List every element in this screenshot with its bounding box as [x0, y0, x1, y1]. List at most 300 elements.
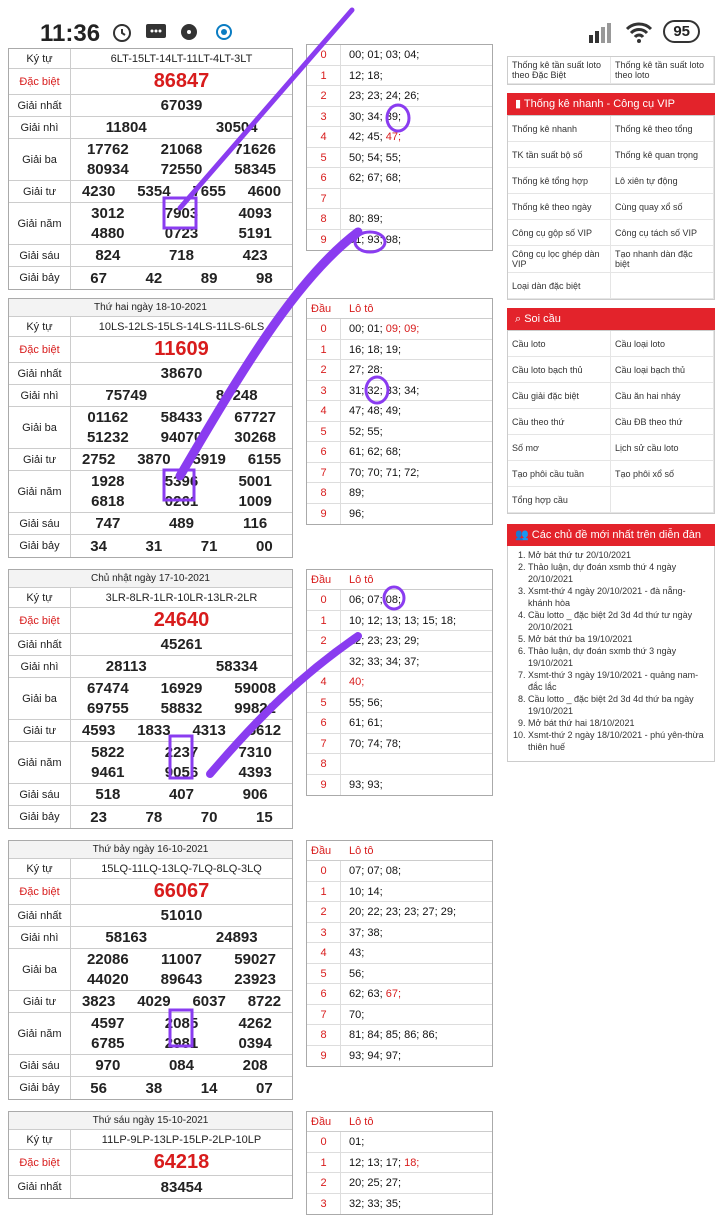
loto-row	[307, 861, 492, 882]
sidebar-link[interactable]: Tổng hợp cầu	[508, 487, 611, 513]
loto-values	[341, 340, 401, 360]
prize-values	[71, 203, 292, 244]
sidebar-link[interactable]: Cầu loto bạch thủ	[508, 357, 611, 383]
forum-topic-link[interactable]: 4. Cầu lotto _ đặc biệt 2d 3d 4d thứ tư ngày 20/10/2021	[528, 609, 710, 633]
prize-number: 718	[168, 247, 194, 264]
loto-table	[306, 44, 493, 251]
loto-values	[341, 861, 401, 881]
prize-number: 4880	[91, 225, 125, 243]
loto-number: 81;	[349, 1029, 365, 1041]
prize-number: 5822	[91, 743, 125, 761]
prize-label: Đặc biệt	[9, 337, 71, 362]
prize-number: 084	[168, 1057, 194, 1074]
loto-number: 10;	[349, 614, 365, 627]
prize-label: Giải sáu	[9, 1055, 71, 1076]
prize-number: 3LR-8LR-1LR-10LR-13LR-2LR	[105, 591, 258, 604]
prize-number: 4600	[247, 183, 282, 200]
prize-row	[9, 513, 292, 535]
prize-number: 89643	[160, 971, 203, 989]
loto-row	[307, 1153, 492, 1174]
prize-number: 208	[242, 1057, 268, 1074]
loto-values	[341, 422, 383, 442]
prize-label: Giải tư	[9, 181, 71, 202]
loto-number: 55;	[382, 151, 402, 164]
loto-row	[307, 1173, 492, 1194]
sidebar-link[interactable]: Số mơ	[508, 435, 611, 461]
loto-number: 85;	[382, 1029, 402, 1041]
loto-number: 78;	[382, 737, 402, 750]
prize-number: 17762	[86, 140, 129, 158]
loto-head-digit: 8	[307, 483, 341, 503]
prize-values	[71, 471, 292, 512]
sidebar-link[interactable]: Cầu giải đặc biệt	[508, 383, 611, 409]
loto-values	[341, 775, 383, 796]
dau-label: Đầu	[311, 845, 332, 857]
loto-number: 45;	[364, 131, 383, 143]
loto-values	[341, 1046, 401, 1067]
loto-row	[307, 463, 492, 484]
loto-head-digit: 3	[307, 381, 341, 401]
hotspot-icon	[212, 20, 236, 44]
loto-number: 70;	[349, 466, 365, 479]
sidebar-link	[611, 273, 714, 299]
loto-number: 18;	[437, 614, 457, 627]
prize-row	[9, 337, 292, 363]
loto-number: 01;	[349, 1136, 365, 1148]
sidebar-link[interactable]: Lô xiên tự động	[611, 168, 714, 194]
loto-values	[341, 463, 419, 483]
prize-values	[71, 656, 292, 677]
result-table	[8, 298, 293, 558]
loto-number: 23;	[382, 635, 402, 647]
prize-label: Đặc biệt	[9, 1150, 71, 1175]
loto-number: 00;	[349, 323, 365, 335]
prize-label: Giải nhất	[9, 634, 71, 655]
loto-row	[307, 754, 492, 775]
loto-head-digit: 0	[307, 590, 341, 610]
loto-row	[307, 1025, 492, 1046]
prize-number: 5191	[238, 225, 272, 243]
loto-number: 68;	[382, 446, 402, 458]
prize-row	[9, 742, 292, 784]
prize-label: Giải năm	[9, 203, 71, 244]
prize-number: 98	[256, 269, 273, 287]
prize-number: 0261	[164, 493, 199, 511]
loto-head-digit: 0	[307, 319, 341, 339]
loto-row	[307, 734, 492, 755]
prize-row	[9, 784, 292, 806]
prize-number: 01162	[87, 408, 129, 426]
loto-header	[307, 570, 492, 590]
prize-number: 423	[242, 247, 268, 264]
loto-head-digit: 9	[307, 504, 341, 525]
prize-row	[9, 267, 292, 289]
prize-number: 5612	[247, 722, 282, 739]
prize-values	[71, 181, 292, 202]
loto-number: 34;	[401, 384, 420, 397]
loto-number: 47;	[349, 405, 365, 417]
notification-icons	[110, 20, 236, 44]
prize-number: 22086	[86, 950, 129, 968]
loto-row	[307, 631, 492, 652]
sidebar-link[interactable]: Thống kê theo ngày	[508, 194, 611, 220]
loto-values	[341, 483, 364, 503]
soi-cau-links	[507, 330, 715, 514]
prize-number: 0723	[164, 225, 199, 243]
prize-number: 94070	[160, 429, 203, 447]
loto-number: 17;	[382, 1156, 402, 1169]
prize-row	[9, 1130, 292, 1150]
sidebar-link[interactable]: Cầu loại bạch thủ	[611, 357, 714, 383]
loto-number: 20;	[349, 906, 365, 918]
loto-number: 39;	[382, 110, 402, 123]
prize-values	[71, 267, 292, 289]
loto-head-digit: 6	[307, 168, 341, 188]
prize-number: 64218	[153, 1151, 210, 1173]
loto-head-digit: 4	[307, 943, 341, 963]
loto-values	[341, 672, 364, 692]
loto-number: 23;	[401, 906, 420, 918]
prize-number: 30268	[234, 429, 276, 447]
loto-number: 32;	[349, 1197, 365, 1210]
prize-number: 38	[145, 1079, 163, 1097]
prize-number: 58163	[105, 929, 148, 946]
loto-number: 29;	[437, 906, 457, 918]
loto-head-digit: 2	[307, 360, 341, 380]
forum-topic-link[interactable]: 9. Mở bát thứ hai 18/10/2021	[528, 717, 710, 729]
loto-row	[307, 943, 492, 964]
loto-number: 61;	[349, 446, 365, 458]
loto-table	[306, 569, 493, 796]
loto-values	[341, 381, 419, 401]
loto-number: 33;	[382, 384, 402, 397]
loto-number: 01;	[364, 49, 383, 61]
prize-number: 23	[90, 808, 107, 826]
prize-number: 7903	[164, 204, 199, 222]
prize-values	[71, 859, 292, 878]
prize-row	[9, 49, 292, 69]
prize-values	[71, 407, 292, 448]
loto-row	[307, 230, 492, 251]
result-table	[8, 1111, 293, 1199]
sidebar-link[interactable]: Công cụ tách số VIP	[611, 220, 714, 246]
prize-row	[9, 449, 292, 471]
loto-values	[341, 148, 401, 168]
loto-row	[307, 693, 492, 714]
prize-row	[9, 181, 292, 203]
prize-number: 78	[145, 808, 163, 826]
loto-number: 34;	[364, 110, 383, 123]
prize-values	[71, 608, 292, 633]
search-icon: ⌕	[515, 313, 525, 325]
loto-header	[307, 1112, 492, 1132]
prize-number: 5396	[164, 472, 199, 490]
prize-label: Giải bảy	[9, 535, 71, 557]
chart-icon: ▮	[515, 98, 524, 110]
forum-topic-link[interactable]: 3. Xsmt-thứ 4 ngày 20/10/2021 - đà nẵng-khánh hòa	[528, 585, 710, 609]
forum-topic-link[interactable]: 5. Mở bát thứ ba 19/10/2021	[528, 633, 710, 645]
sidebar-link[interactable]: Tạo phôi xổ số	[611, 461, 714, 487]
loto-values	[341, 107, 401, 127]
prize-number: 70	[200, 808, 218, 826]
loto-number: 63;	[364, 988, 383, 1000]
prize-number: 9461	[91, 764, 125, 782]
sidebar-link[interactable]: Cầu ĐB theo thứ	[611, 409, 714, 435]
prize-number: 86847	[153, 70, 210, 92]
loto-number: 27;	[382, 1177, 402, 1189]
loto-number: 49;	[382, 405, 402, 417]
prize-values	[71, 513, 292, 534]
loto-label: Lô tô	[349, 845, 374, 857]
loto-row	[307, 442, 492, 463]
loto-number: 47;	[382, 131, 402, 143]
loto-number: 32;	[364, 384, 383, 397]
prize-number: 67	[90, 269, 107, 287]
draw-date: Thứ hai ngày 18-10-2021	[9, 299, 292, 317]
prize-number: 6LT-15LT-14LT-11LT-4LT-3LT	[110, 52, 253, 65]
forum-topic-link[interactable]: 7. Xsmt-thứ 3 ngày 19/10/2021 - quảng nam-đắc lắc	[528, 669, 710, 693]
loto-number: 74;	[364, 737, 383, 750]
loto-number: 03;	[382, 49, 402, 61]
prize-label: Giải bảy	[9, 267, 71, 289]
loto-number: 25;	[364, 1177, 383, 1189]
loto-table	[306, 840, 493, 1067]
prize-number: 72550	[160, 161, 203, 179]
loto-number: 13;	[401, 614, 420, 627]
loto-number: 80;	[349, 213, 365, 225]
sidebar-link[interactable]: Công cụ lọc ghép dàn VIP	[508, 246, 611, 273]
loto-row	[307, 1194, 492, 1215]
prize-number: 34	[90, 537, 107, 555]
sidebar-link[interactable]: Loại dàn đặc biệt	[508, 273, 611, 299]
prize-number: 2085	[164, 1014, 199, 1032]
loto-number: 34;	[382, 655, 402, 668]
loto-number: 67;	[382, 988, 402, 1000]
loto-label: Lô tô	[349, 1116, 374, 1128]
loto-head-digit: 3	[307, 107, 341, 127]
sidebar-link[interactable]: Tạo nhanh dàn đặc biệt	[611, 246, 714, 273]
loto-values	[341, 882, 383, 902]
prize-row	[9, 1150, 292, 1176]
stats-links	[507, 56, 715, 85]
sidebar-link[interactable]: Cùng quay xổ số	[611, 194, 714, 220]
loto-number: 70;	[349, 1008, 365, 1021]
prize-values	[71, 1130, 292, 1149]
forum-topic-link[interactable]: 8. Cầu lotto _ đặc biệt 2d 3d 4d thứ ba ngày 19/10/2021	[528, 693, 710, 717]
prize-number: 4262	[238, 1014, 272, 1032]
loto-values	[341, 45, 419, 65]
loto-head-digit: 0	[307, 861, 341, 881]
loto-values	[341, 631, 419, 651]
prize-number: 3870	[137, 451, 171, 468]
loto-number: 19;	[382, 343, 402, 356]
loto-row	[307, 1046, 492, 1067]
prize-number: 970	[95, 1057, 121, 1074]
prize-number: 11804	[105, 119, 147, 136]
loto-head-digit: 1	[307, 611, 341, 631]
loto-label: Lô tô	[349, 574, 374, 586]
prize-values	[71, 1077, 292, 1099]
prize-number: 11LP-9LP-13LP-15LP-2LP-10LP	[101, 1133, 262, 1146]
prize-values	[71, 949, 292, 990]
prize-number: 15LQ-11LQ-13LQ-7LQ-8LQ-3LQ	[101, 862, 262, 875]
prize-values	[71, 1013, 292, 1054]
loto-number: 22;	[349, 635, 365, 647]
loto-number: 16;	[349, 343, 365, 356]
prize-number: 824	[95, 247, 121, 264]
loto-number: 04;	[401, 49, 420, 61]
forum-header: 👥 Các chủ đề mới nhất trên diễn đàn	[507, 524, 715, 546]
prize-values	[71, 784, 292, 805]
sidebar-link[interactable]: Thống kê theo tổng	[611, 116, 714, 142]
sidebar-link[interactable]: Thống kê tần suất loto theo loto	[611, 57, 714, 84]
loto-values	[341, 86, 419, 106]
prize-number: 51232	[86, 429, 129, 447]
loto-header	[307, 841, 492, 861]
loto-values	[341, 1005, 364, 1025]
prize-label: Giải nhì	[9, 927, 71, 948]
loto-number: 30;	[349, 110, 365, 123]
prize-values	[71, 385, 292, 406]
forum-topic-link[interactable]: 2. Thảo luận, dự đoán xsmb thứ 4 ngày 20/10/2021	[528, 561, 710, 585]
prize-number: 518	[95, 786, 121, 803]
sidebar-link[interactable]: Thống kê quan trọng	[611, 142, 714, 168]
loto-head-digit: 7	[307, 734, 341, 754]
prize-values	[71, 1150, 292, 1175]
prize-row	[9, 634, 292, 656]
prize-values	[71, 905, 292, 926]
battery-icon: 95	[663, 20, 700, 43]
prize-row	[9, 385, 292, 407]
loto-values	[341, 713, 383, 733]
loto-head-digit: 0	[307, 1132, 341, 1152]
sidebar-link[interactable]: Cầu loại loto	[611, 331, 714, 357]
prize-number: 24893	[215, 929, 258, 946]
loto-head-digit: 8	[307, 209, 341, 229]
sidebar-link[interactable]: Cầu theo thứ	[508, 409, 611, 435]
loto-number: 18;	[364, 343, 383, 356]
sidebar-link[interactable]: Cầu ăn hai nháy	[611, 383, 714, 409]
prize-values	[71, 742, 292, 783]
prize-values	[71, 363, 292, 384]
prize-label: Giải nhì	[9, 656, 71, 677]
prize-number: 906	[242, 786, 268, 803]
prize-number: 4093	[238, 204, 272, 222]
prize-row	[9, 407, 292, 449]
loto-number: 27;	[349, 364, 365, 376]
loto-head-digit: 8	[307, 754, 341, 774]
loto-head-digit: 1	[307, 340, 341, 360]
prize-label: Giải ba	[9, 949, 71, 990]
dau-label: Đầu	[311, 574, 332, 586]
loto-number: 89;	[364, 213, 383, 225]
prize-number: 7310	[238, 743, 272, 761]
prize-number: 747	[95, 515, 121, 532]
prize-label: Giải tư	[9, 720, 71, 741]
prize-values	[71, 678, 292, 719]
loto-number: 14;	[364, 885, 383, 898]
forum-topic-link[interactable]: 1. Mở bát thứ tư 20/10/2021	[528, 549, 710, 561]
prize-number: 5354	[137, 183, 171, 200]
prize-label: Giải tư	[9, 991, 71, 1012]
prize-label: Ký tự	[9, 859, 71, 878]
prize-label: Giải nhất	[9, 95, 71, 116]
loto-number: 33;	[364, 655, 383, 668]
users-icon: 👥	[515, 529, 532, 541]
prize-number: 11609	[154, 338, 209, 360]
prize-label: Giải bảy	[9, 806, 71, 828]
soi-cau-header: ⌕ Soi cầu	[507, 308, 715, 330]
loto-head-digit: 5	[307, 964, 341, 984]
vip-tools-header: ▮ Thống kê nhanh - Công cụ VIP	[507, 93, 715, 115]
prize-label: Giải nhì	[9, 117, 71, 138]
loto-values	[341, 984, 401, 1004]
loto-number: 48;	[364, 405, 383, 417]
prize-row	[9, 363, 292, 385]
loto-values	[341, 189, 349, 209]
prize-number: 44020	[86, 971, 129, 989]
loto-row	[307, 1005, 492, 1026]
prize-label: Giải sáu	[9, 513, 71, 534]
prize-row	[9, 95, 292, 117]
prize-label: Giải nhất	[9, 905, 71, 926]
loto-values	[341, 319, 419, 339]
loto-head-digit: 5	[307, 148, 341, 168]
forum-topic-link[interactable]: 10. Xsmt-thứ 2 ngày 18/10/2021 - phú yên-thừa thiên huế	[528, 729, 710, 753]
dau-label: Đầu	[311, 1116, 332, 1128]
loto-values	[341, 66, 383, 86]
prize-row	[9, 245, 292, 267]
prize-number: 58345	[234, 161, 276, 179]
prize-row	[9, 927, 292, 949]
signal-icon	[587, 21, 615, 43]
loto-number: 70;	[349, 737, 365, 750]
sidebar-link[interactable]: Cầu loto	[508, 331, 611, 357]
loto-number: 54;	[364, 151, 383, 164]
prize-number: 67474	[86, 679, 129, 697]
loto-head-digit: 3	[307, 923, 341, 943]
prize-values	[71, 720, 292, 741]
sidebar-link[interactable]: Thống kê nhanh	[508, 116, 611, 142]
sidebar-link[interactable]: TK tần suất bộ số	[508, 142, 611, 168]
forum-topic-link[interactable]: 6. Thảo luận, dự đoán sxmb thứ 3 ngày 19/10/2021	[528, 645, 710, 669]
wifi-icon	[625, 21, 653, 43]
loto-number: 56;	[349, 967, 365, 980]
loto-number: 01;	[364, 323, 383, 335]
sidebar-link[interactable]: Công cụ gộp số VIP	[508, 220, 611, 246]
prize-row	[9, 69, 292, 95]
draw-date: Chủ nhật ngày 17-10-2021	[9, 570, 292, 588]
loto-number: 61;	[349, 717, 365, 729]
prize-number: 6037	[192, 993, 226, 1010]
sidebar-link[interactable]: Tạo phôi cầu tuần	[508, 461, 611, 487]
draw-date: Thứ sáu ngày 15-10-2021	[9, 1112, 292, 1130]
prize-number: 89	[200, 269, 218, 287]
prize-values	[71, 95, 292, 116]
sidebar-link[interactable]: Lịch sử cầu loto	[611, 435, 714, 461]
loto-number: 93;	[364, 778, 383, 791]
prize-values	[71, 588, 292, 607]
prize-label: Ký tự	[9, 588, 71, 607]
loto-number: 40;	[349, 676, 365, 688]
prize-number: 4313	[192, 722, 226, 739]
prize-number: 6785	[91, 1035, 125, 1053]
draw-date: Thứ bảy ngày 16-10-2021	[9, 841, 292, 859]
sidebar-link[interactable]: Thống kê tần suất loto theo Đặc Biệt	[508, 57, 611, 84]
loto-values	[341, 127, 401, 147]
sidebar-link[interactable]: Thống kê tổng hợp	[508, 168, 611, 194]
loto-row	[307, 483, 492, 504]
